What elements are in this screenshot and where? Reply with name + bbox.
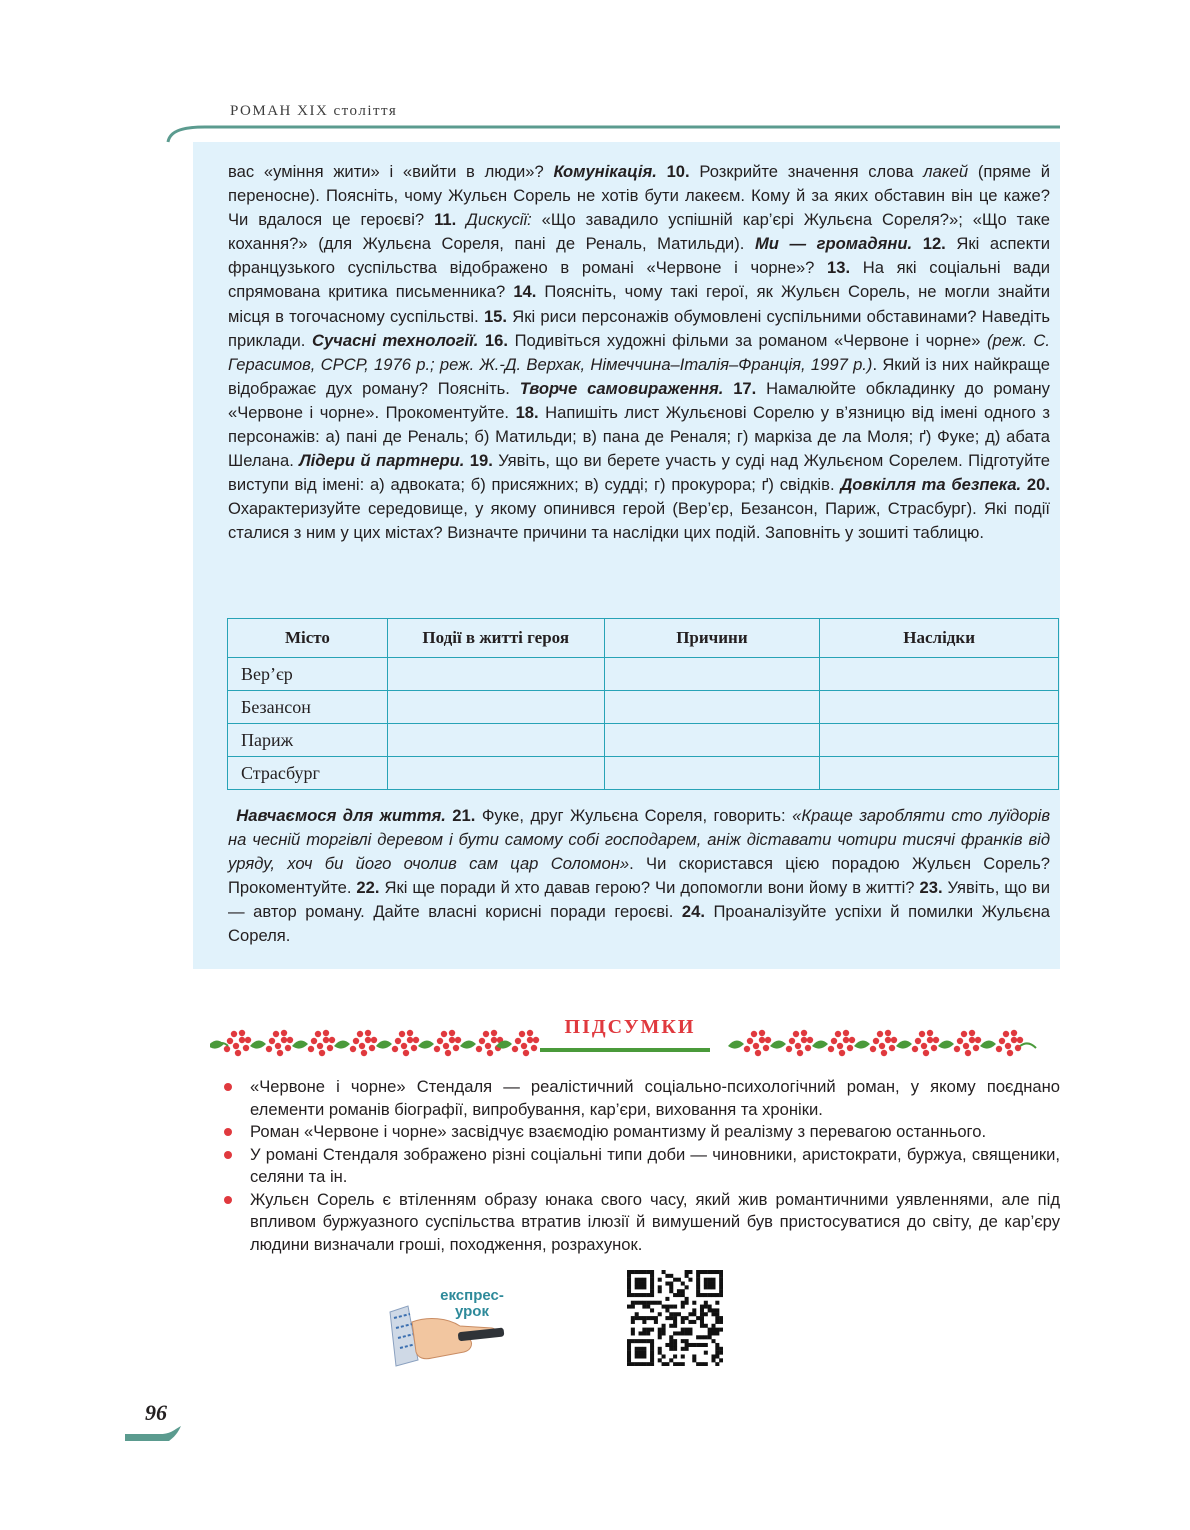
list-item: У романі Стендаля зображено різні соціальні типи доби — чиновники, аристократи, буржуа, священики, селяни та ін. xyxy=(222,1144,1060,1189)
list-item: Роман «Червоне і чорне» засвідчує взаємодію романтизму й реалізму з перевагою останнього. xyxy=(222,1121,1060,1144)
qr-code-icon xyxy=(627,1270,723,1366)
table-cell xyxy=(387,724,604,757)
table-cell xyxy=(820,724,1059,757)
table-cell xyxy=(820,658,1059,691)
summary-list xyxy=(222,1076,1060,1256)
table-header-row xyxy=(228,619,1059,658)
table-cell xyxy=(820,691,1059,724)
table-cell xyxy=(604,691,820,724)
express-lesson-label: експрес- урок xyxy=(440,1287,504,1320)
table-cell-city: Страсбург xyxy=(228,757,388,790)
tasks-paragraph-1: вас «уміння жити» і «вийти в люди»? Комунікація. 10. Розкрийте значення слова лакей (пряме й переносне). Поясніть, чому Жульєн Сорель не хотів бути лакеєм. Кому й за яких обставин він це каже? Чи вдалося це героєві? 11. Дискусії: «Що завадило успішній кар’єрі Жульєна Сореля?»; «Що таке кохання?» (для Жульєна Сореля, пані де Реналь, Матильди). Ми — громадяни. 12. Які аспекти французького суспільства відображено в романі «Червоне і чорне»? 13. На які соціальні вади спрямована критика письменника? 14. Поясніть, чому такі герої, як Жульєн Сорель, не могли знайти місця в тогочасному суспільстві. 15. Які риси персонажів обумовлені суспільними обставинами? Наведіть приклади. Сучасні технології. 16. Подивіться художні фільми за романом «Червоне і чорне» (реж. С. Герасимов, СРСР, 1976 р.; реж. Ж.-Д. Верхак, Німеччина–Італія–Франція, 1997 р.). Який із них найкраще відображає дух роману? Поясніть. Творче самовираження. 17. Намалюйте обкладинку до роману «Червоне і чорне». Прокоментуйте. 18. Напишіть лист Жульєнові Сорелю у в’язницю від імені одного з персонажів: а) пані де Реналь; б) Матильди; в) пана де Реналя; г) маркіза де ла Моля; ґ) Фуке; д) абата Шелана. Лідери й партнери. 19. Уявіть, що ви берете участь у суді над Жульєном Сорелем. Підготуйте виступи від імені: а) адвоката; б) присяжних; в) судді; г) прокурора; ґ) свідків. Довкілля та безпека. 20. Охарактеризуйте середовище, у якому опинився герой (Вер’єр, Безансон, Париж, Страсбург). Які події сталися з ним у цих містах? Визначте причини та наслідки цих подій. Заповніть у зошиті таблицю. xyxy=(228,162,1051,543)
table-row xyxy=(228,658,1059,691)
table-header-cell: Події в житті героя xyxy=(387,619,604,658)
bullet-icon xyxy=(224,1128,232,1136)
list-item: Жульєн Сорель є втіленням образу юнака свого часу, який жив романтичними уявленнями, але під впливом буржуазного суспільства втратив ілюзії й вимушений був пристосуватися до світу, де кар’єру людини визначали гроші, походження, розрахунок. xyxy=(222,1189,1060,1257)
table-header-cell: Наслідки xyxy=(820,619,1059,658)
table-cell-city: Вер’єр xyxy=(228,658,388,691)
tasks-paragraph-2: Навчаємося для життя. 21. Фуке, друг Жульєна Сореля, говорить: «Краще заробляти сто луїдорів на чесній торгівлі деревом і бути самому собі господарем, аніж діставати чотири тисячі франків від уряду, хоч би його очолив сам цар Соломон». Чи скористався цією порадою Жульєн Сорель? Прокоментуйте. 22. Які ще поради й хто давав герою? Чи допомогли вони йому в житті? 23. Уявіть, що ви — автор роману. Дайте власні корисні поради героєві. 24. Проаналізуйте успіхи й помилки Жульєна Сореля. xyxy=(228,806,1051,946)
table-cell xyxy=(387,757,604,790)
table-cell xyxy=(604,757,820,790)
page-tab-decoration xyxy=(125,1425,195,1445)
bullet-icon xyxy=(224,1196,232,1204)
table-cell xyxy=(820,757,1059,790)
table-cell xyxy=(604,658,820,691)
table-cell xyxy=(604,724,820,757)
bullet-icon xyxy=(224,1151,232,1159)
table-cell-city: Безансон xyxy=(228,691,388,724)
table-row xyxy=(228,724,1059,757)
list-item: «Червоне і чорне» Стендаля — реалістичний соціально-психологічний роман, у якому поєднано елементи романів біографії, випробування, кар’єри, виховання та хроніки. xyxy=(222,1076,1060,1121)
summary-title: ПІДСУМКИ xyxy=(564,1016,696,1038)
table-cell xyxy=(387,658,604,691)
table-row xyxy=(228,757,1059,790)
bullet-icon xyxy=(224,1083,232,1091)
table-header-cell: Місто xyxy=(228,619,388,658)
table-row xyxy=(228,691,1059,724)
table-header-cell: Причини xyxy=(604,619,820,658)
running-header: РОМАН XIX століття xyxy=(230,103,398,119)
table-cell xyxy=(387,691,604,724)
table-cell-city: Париж xyxy=(228,724,388,757)
cities-table xyxy=(227,618,1059,790)
page-number: 96 xyxy=(145,1400,167,1425)
